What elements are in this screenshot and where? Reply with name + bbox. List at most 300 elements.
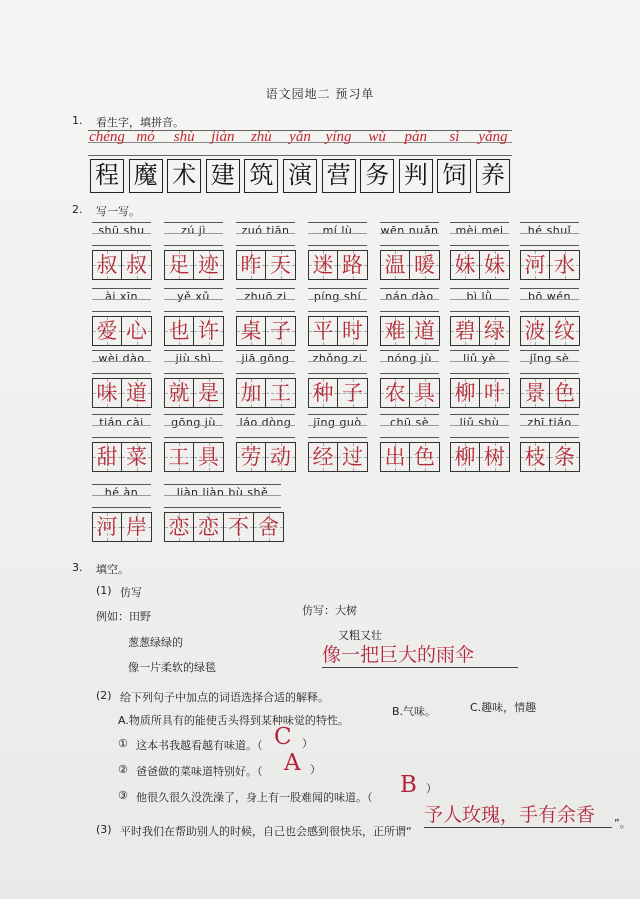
q2-writing-cells bbox=[308, 442, 368, 472]
q1-pinyin-2: mó bbox=[136, 129, 155, 145]
q2-pinyin-line bbox=[380, 414, 439, 438]
q2-word-16 bbox=[164, 350, 224, 408]
q2-writing-cell bbox=[480, 378, 510, 408]
q1-character-5: 筑 bbox=[244, 159, 278, 193]
q2-handwritten-char: 枝 bbox=[524, 445, 546, 469]
q2-writing-cell bbox=[450, 442, 480, 472]
q2-pinyin: jiā gōng bbox=[241, 352, 290, 365]
q2-pinyin: nóng jù bbox=[387, 352, 432, 365]
q2-pinyin: liàn liàn bù shě bbox=[176, 486, 269, 499]
q3-p1-label: (1) bbox=[96, 584, 112, 597]
q3-number: 3. bbox=[72, 561, 83, 574]
q2-number: 2. bbox=[72, 203, 83, 216]
q2-pinyin: mí lù bbox=[322, 224, 353, 237]
example-label: 例如：田野 bbox=[96, 610, 151, 623]
q2-handwritten-char: 经 bbox=[312, 445, 334, 469]
q2-handwritten-char: 碧 bbox=[454, 319, 476, 343]
q2-writing-cell bbox=[380, 250, 410, 280]
q2-writing-cell bbox=[92, 512, 122, 542]
item-1-text: 这本书我越看越有味道。（ bbox=[136, 739, 263, 752]
q2-writing-cell bbox=[380, 316, 410, 346]
q2-writing-cells bbox=[308, 250, 368, 280]
q1-character-11: 养 bbox=[476, 159, 510, 193]
q2-handwritten-char: 出 bbox=[384, 445, 406, 469]
q2-writing-cell bbox=[410, 442, 440, 472]
item-3-answer: B bbox=[400, 772, 417, 798]
q2-handwritten-char: 恋 bbox=[198, 515, 219, 539]
item-3-num: ③ bbox=[118, 789, 128, 802]
q2-pinyin-line bbox=[164, 484, 281, 508]
q2-pinyin-line bbox=[380, 350, 439, 374]
q2-writing-cells bbox=[92, 250, 152, 280]
q1-pinyin-1: chéng bbox=[89, 129, 125, 145]
q2-pinyin-line bbox=[92, 288, 151, 312]
q2-handwritten-char: 天 bbox=[270, 253, 291, 277]
option-c: C.趣味，情趣 bbox=[470, 701, 537, 714]
q2-pinyin: hé àn bbox=[104, 486, 139, 499]
q1-character-7: 营 bbox=[322, 159, 356, 193]
q2-handwritten-char: 菜 bbox=[126, 445, 147, 469]
q2-pinyin-line bbox=[520, 350, 579, 374]
q2-handwritten-char: 昨 bbox=[240, 253, 262, 277]
q2-writing-cell bbox=[164, 512, 194, 542]
q3-prompt: 填空。 bbox=[96, 563, 129, 576]
q1-pinyin-10: sì bbox=[449, 129, 460, 145]
q2-writing-cell bbox=[480, 250, 510, 280]
q2-writing-cells bbox=[308, 316, 368, 346]
q2-writing-cell bbox=[92, 442, 122, 472]
q2-writing-cells bbox=[380, 378, 440, 408]
q2-writing-cell bbox=[194, 250, 224, 280]
item-2-close: ） bbox=[310, 763, 321, 776]
q2-writing-cells bbox=[520, 250, 580, 280]
q2-writing-cell bbox=[480, 316, 510, 346]
q2-writing-cell bbox=[550, 378, 580, 408]
q2-word-20 bbox=[450, 350, 510, 408]
q3-p3-end: ”。 bbox=[614, 817, 631, 830]
q1-pinyin-7: yíng bbox=[325, 129, 352, 145]
q2-writing-cell bbox=[520, 442, 550, 472]
q2-handwritten-char: 平 bbox=[312, 319, 334, 343]
q2-handwritten-char: 难 bbox=[384, 319, 406, 343]
q2-handwritten-char: 农 bbox=[384, 381, 406, 405]
q2-word-28 bbox=[520, 414, 580, 472]
q2-writing-cell bbox=[308, 316, 338, 346]
q2-handwritten-char: 就 bbox=[168, 381, 190, 405]
q2-writing-cell bbox=[224, 512, 254, 542]
q2-writing-cell bbox=[550, 442, 580, 472]
q2-writing-cells bbox=[450, 316, 510, 346]
q2-pinyin-line bbox=[236, 288, 295, 312]
q2-pinyin-line bbox=[164, 222, 223, 246]
q2-word-12 bbox=[380, 288, 440, 346]
q2-pinyin: bō wén bbox=[528, 290, 571, 303]
q2-pinyin: jǐng sè bbox=[529, 352, 570, 365]
q2-handwritten-char: 时 bbox=[342, 319, 363, 343]
q2-writing-cell bbox=[254, 512, 284, 542]
q2-handwritten-char: 色 bbox=[414, 445, 435, 469]
q2-writing-cells bbox=[164, 378, 224, 408]
q1-pinyin-3: shù bbox=[173, 129, 195, 145]
q2-word-13 bbox=[450, 288, 510, 346]
q2-pinyin: gōng jù bbox=[171, 416, 216, 429]
option-b: B.气味。 bbox=[392, 705, 437, 718]
q2-writing-cell bbox=[410, 378, 440, 408]
q2-writing-cells bbox=[236, 250, 296, 280]
q2-writing-cells bbox=[380, 250, 440, 280]
q2-pinyin-line bbox=[164, 350, 223, 374]
q2-handwritten-char: 叔 bbox=[96, 253, 118, 277]
q2-writing-cell bbox=[338, 316, 368, 346]
q2-word-5 bbox=[380, 222, 440, 280]
q2-writing-cell bbox=[450, 316, 480, 346]
q2-writing-cell bbox=[338, 378, 368, 408]
q2-writing-cell bbox=[308, 442, 338, 472]
example-line-1: 葱葱绿绿的 bbox=[128, 636, 183, 649]
imitate-label: 仿写：大树 bbox=[302, 604, 357, 617]
q2-writing-cells bbox=[520, 442, 580, 472]
q2-word-14 bbox=[520, 288, 580, 346]
q2-writing-cell bbox=[338, 250, 368, 280]
q2-word-17 bbox=[236, 350, 296, 408]
q2-writing-cell bbox=[520, 250, 550, 280]
q2-pinyin: nán dào bbox=[385, 290, 434, 303]
q2-word-10 bbox=[236, 288, 296, 346]
q1-pinyin-9: pàn bbox=[404, 129, 428, 145]
q2-writing-cell bbox=[122, 316, 152, 346]
q2-word-25 bbox=[308, 414, 368, 472]
q3-p1-title: 仿写 bbox=[120, 586, 142, 599]
q2-pinyin-line bbox=[92, 414, 151, 438]
page-title: 语文园地二 预习单 bbox=[265, 87, 375, 101]
item-1-num: ① bbox=[118, 737, 128, 750]
q2-writing-cells bbox=[164, 512, 284, 542]
q1-pinyin-5: zhù bbox=[250, 129, 272, 145]
q2-handwritten-char: 具 bbox=[414, 381, 435, 405]
q1-character-10: 饲 bbox=[437, 159, 471, 193]
q2-handwritten-char: 路 bbox=[342, 253, 363, 277]
q2-word-11 bbox=[308, 288, 368, 346]
q2-handwritten-char: 过 bbox=[342, 445, 363, 469]
q2-pinyin: ài xīn bbox=[105, 290, 138, 303]
q2-word-30 bbox=[164, 484, 284, 542]
q1-number: 1. bbox=[72, 114, 83, 127]
q2-handwritten-char: 子 bbox=[342, 381, 363, 405]
q2-writing-cell bbox=[164, 378, 194, 408]
q1-character-1: 程 bbox=[90, 159, 124, 193]
q2-word-18 bbox=[308, 350, 368, 408]
q2-writing-cell bbox=[122, 512, 152, 542]
item-2-num: ② bbox=[118, 763, 128, 776]
q2-pinyin-line bbox=[380, 288, 439, 312]
q2-writing-cell bbox=[266, 250, 296, 280]
q2-pinyin-line bbox=[164, 414, 223, 438]
q2-writing-cells bbox=[236, 316, 296, 346]
item-1-close: ） bbox=[302, 737, 313, 750]
q2-handwritten-char: 足 bbox=[168, 253, 190, 277]
q2-writing-cell bbox=[194, 512, 224, 542]
q2-writing-cells bbox=[450, 250, 510, 280]
q2-writing-cell bbox=[520, 378, 550, 408]
q2-word-19 bbox=[380, 350, 440, 408]
q2-writing-cells bbox=[92, 512, 152, 542]
q2-pinyin-line bbox=[236, 222, 295, 246]
q2-writing-cells bbox=[164, 442, 224, 472]
q2-writing-cell bbox=[236, 316, 266, 346]
q2-handwritten-char: 不 bbox=[228, 515, 249, 539]
q2-handwritten-char: 恋 bbox=[168, 515, 190, 539]
q2-pinyin: zhuō zi bbox=[244, 290, 287, 303]
q2-word-4 bbox=[308, 222, 368, 280]
q2-pinyin: píng shí bbox=[313, 290, 362, 303]
q2-pinyin-line bbox=[450, 222, 509, 246]
q1-character-4: 建 bbox=[206, 159, 240, 193]
q2-pinyin-line bbox=[92, 350, 151, 374]
q2-writing-cells bbox=[92, 378, 152, 408]
q2-handwritten-char: 河 bbox=[524, 253, 546, 277]
example-line-2: 像一片柔软的绿毯 bbox=[128, 661, 216, 674]
q2-writing-cell bbox=[410, 250, 440, 280]
item-1-answer: C bbox=[274, 724, 292, 750]
q2-writing-cells bbox=[236, 378, 296, 408]
q2-writing-cell bbox=[450, 378, 480, 408]
q2-handwritten-char: 味 bbox=[96, 381, 118, 405]
q2-pinyin: tián cài bbox=[99, 416, 144, 429]
q2-pinyin-line bbox=[236, 350, 295, 374]
q1-pinyin-6: yǎn bbox=[289, 129, 311, 145]
q2-handwritten-char: 迷 bbox=[312, 253, 334, 277]
q2-handwritten-char: 具 bbox=[198, 445, 219, 469]
q2-writing-cell bbox=[338, 442, 368, 472]
q2-writing-cell bbox=[122, 378, 152, 408]
q2-handwritten-char: 道 bbox=[414, 319, 435, 343]
q2-writing-cell bbox=[450, 250, 480, 280]
q2-writing-cell bbox=[92, 250, 122, 280]
q2-writing-cells bbox=[520, 378, 580, 408]
q1-prompt: 看生字，填拼音。 bbox=[96, 116, 184, 129]
q2-handwritten-char: 劳 bbox=[240, 445, 262, 469]
item-2-answer: A bbox=[284, 750, 301, 776]
q2-writing-cells bbox=[308, 378, 368, 408]
q2-pinyin: zuó tiān bbox=[241, 224, 290, 237]
q2-handwritten-char: 道 bbox=[126, 381, 147, 405]
q2-pinyin: shū shu bbox=[98, 224, 145, 237]
q2-handwritten-char: 动 bbox=[270, 445, 291, 469]
q2-writing-cell bbox=[380, 378, 410, 408]
q2-handwritten-char: 岸 bbox=[126, 515, 147, 539]
q2-word-29 bbox=[92, 484, 152, 542]
q2-pinyin: hé shuǐ bbox=[527, 224, 572, 237]
q1-character-8: 务 bbox=[360, 159, 394, 193]
q2-pinyin: láo dòng bbox=[239, 416, 292, 429]
q2-handwritten-char: 色 bbox=[554, 381, 575, 405]
q2-pinyin: chū sè bbox=[390, 416, 429, 429]
q2-word-8 bbox=[92, 288, 152, 346]
q2-writing-cells bbox=[450, 442, 510, 472]
q2-pinyin-line bbox=[450, 414, 509, 438]
q2-writing-cell bbox=[520, 316, 550, 346]
q2-word-1 bbox=[92, 222, 152, 280]
q2-writing-cell bbox=[236, 378, 266, 408]
q2-prompt: 写一写。 bbox=[96, 205, 140, 218]
imitate-answer: 像一把巨大的雨伞 bbox=[322, 640, 518, 668]
q2-writing-cell bbox=[194, 378, 224, 408]
q2-word-26 bbox=[380, 414, 440, 472]
q2-handwritten-char: 柳 bbox=[454, 381, 476, 405]
q2-writing-cell bbox=[380, 442, 410, 472]
q2-writing-cell bbox=[122, 250, 152, 280]
q2-pinyin-line bbox=[164, 288, 223, 312]
q2-writing-cell bbox=[164, 442, 194, 472]
q2-handwritten-char: 加 bbox=[240, 381, 262, 405]
q2-pinyin: zú jì bbox=[181, 224, 206, 237]
q1-character-2: 魔 bbox=[129, 159, 163, 193]
q2-writing-cell bbox=[410, 316, 440, 346]
q2-pinyin: liǔ yè bbox=[463, 352, 496, 365]
q2-pinyin: yě xǔ bbox=[177, 290, 210, 303]
q2-handwritten-char: 工 bbox=[168, 445, 190, 469]
q2-handwritten-char: 爱 bbox=[96, 319, 118, 343]
q2-handwritten-char: 妹 bbox=[484, 253, 505, 277]
q2-pinyin-line bbox=[236, 414, 295, 438]
q2-pinyin-line bbox=[308, 414, 367, 438]
q2-word-27 bbox=[450, 414, 510, 472]
q2-word-6 bbox=[450, 222, 510, 280]
q2-word-2 bbox=[164, 222, 224, 280]
q2-writing-cell bbox=[236, 250, 266, 280]
q2-pinyin-line bbox=[92, 484, 151, 508]
option-a: A.物质所具有的能使舌头得到某种味觉的特性。 bbox=[118, 714, 349, 727]
q2-writing-cell bbox=[164, 250, 194, 280]
q2-handwritten-char: 条 bbox=[554, 445, 575, 469]
q3-p2-prompt: 给下列句子中加点的词语选择合适的解释。 bbox=[120, 691, 329, 704]
imitate-line-1: 又粗又壮 bbox=[338, 629, 382, 642]
q2-writing-cell bbox=[194, 442, 224, 472]
q1-character-9: 判 bbox=[399, 159, 433, 193]
q2-pinyin-line bbox=[520, 414, 579, 438]
q2-handwritten-char: 迹 bbox=[198, 253, 219, 277]
q2-handwritten-char: 舍 bbox=[258, 515, 279, 539]
q2-pinyin: wèi dào bbox=[98, 352, 145, 365]
q2-writing-cells bbox=[92, 316, 152, 346]
q1-pinyin-8: wù bbox=[368, 129, 386, 145]
q2-pinyin: jīng guò bbox=[313, 416, 362, 429]
q2-writing-cell bbox=[308, 378, 338, 408]
q2-word-7 bbox=[520, 222, 580, 280]
q2-word-3 bbox=[236, 222, 296, 280]
q2-handwritten-char: 绿 bbox=[484, 319, 505, 343]
q2-writing-cells bbox=[520, 316, 580, 346]
q2-writing-cells bbox=[380, 316, 440, 346]
q2-handwritten-char: 是 bbox=[198, 381, 219, 405]
q1-pinyin-4: jiàn bbox=[211, 129, 235, 145]
q2-writing-cell bbox=[550, 316, 580, 346]
item-2-text: 爸爸做的菜味道特别好。（ bbox=[136, 765, 263, 778]
q2-writing-cell bbox=[266, 316, 296, 346]
q2-handwritten-char: 纹 bbox=[554, 319, 575, 343]
q2-pinyin-line bbox=[520, 288, 579, 312]
q2-word-21 bbox=[520, 350, 580, 408]
q2-writing-cells bbox=[450, 378, 510, 408]
q2-handwritten-char: 种 bbox=[312, 381, 334, 405]
q2-writing-cell bbox=[122, 442, 152, 472]
q2-handwritten-char: 暖 bbox=[414, 253, 435, 277]
q2-writing-cell bbox=[266, 442, 296, 472]
q3-p3-label: (3) bbox=[96, 823, 112, 836]
q2-handwritten-char: 许 bbox=[198, 319, 219, 343]
q2-word-23 bbox=[164, 414, 224, 472]
item-3-close: ） bbox=[426, 782, 437, 795]
q2-writing-cell bbox=[92, 316, 122, 346]
q2-handwritten-char: 水 bbox=[554, 253, 575, 277]
q2-writing-cell bbox=[164, 316, 194, 346]
q2-pinyin-line bbox=[450, 350, 509, 374]
q2-word-22 bbox=[92, 414, 152, 472]
q2-handwritten-char: 叔 bbox=[126, 253, 147, 277]
q2-writing-cells bbox=[164, 316, 224, 346]
q2-word-9 bbox=[164, 288, 224, 346]
q2-writing-cell bbox=[194, 316, 224, 346]
q2-writing-cells bbox=[92, 442, 152, 472]
q2-pinyin: zhī tiáo bbox=[527, 416, 572, 429]
q2-pinyin-line bbox=[92, 222, 151, 246]
q2-writing-cell bbox=[92, 378, 122, 408]
q3-p2-label: (2) bbox=[96, 689, 112, 702]
q2-pinyin: liǔ shù bbox=[459, 416, 500, 429]
q2-handwritten-char: 温 bbox=[384, 253, 406, 277]
q2-writing-cell bbox=[550, 250, 580, 280]
q2-pinyin: zhǒng zi bbox=[312, 352, 363, 365]
q2-writing-cells bbox=[164, 250, 224, 280]
q2-pinyin: jiù shì bbox=[175, 352, 212, 365]
q2-pinyin: wēn nuǎn bbox=[380, 224, 439, 237]
q2-handwritten-char: 子 bbox=[270, 319, 291, 343]
q2-handwritten-char: 心 bbox=[126, 319, 147, 343]
q1-character-6: 演 bbox=[283, 159, 317, 193]
q2-handwritten-char: 波 bbox=[524, 319, 546, 343]
item-3-text: 他很久很久没洗澡了，身上有一股难闻的味道。（ bbox=[136, 791, 373, 804]
q1-character-3: 术 bbox=[167, 159, 201, 193]
q2-pinyin-line bbox=[308, 222, 367, 246]
q2-handwritten-char: 甜 bbox=[96, 445, 118, 469]
q2-pinyin-line bbox=[520, 222, 579, 246]
q2-pinyin-line bbox=[308, 288, 367, 312]
q2-handwritten-char: 叶 bbox=[484, 381, 505, 405]
q2-pinyin-line bbox=[308, 350, 367, 374]
q2-pinyin: bì lǜ bbox=[466, 290, 493, 303]
q2-handwritten-char: 桌 bbox=[240, 319, 262, 343]
q2-writing-cell bbox=[266, 378, 296, 408]
q3-p3-text: 平时我们在帮助别人的时候，自己也会感到很快乐，正所谓“ bbox=[120, 825, 412, 838]
q3-p3-answer: 予人玫瑰，手有余香 bbox=[424, 800, 612, 828]
q2-handwritten-char: 树 bbox=[484, 445, 505, 469]
q2-handwritten-char: 也 bbox=[168, 319, 190, 343]
q2-handwritten-char: 景 bbox=[524, 381, 546, 405]
q2-writing-cells bbox=[236, 442, 296, 472]
q1-pinyin-11: yǎng bbox=[478, 129, 508, 145]
q2-handwritten-char: 河 bbox=[96, 515, 118, 539]
q2-writing-cells bbox=[380, 442, 440, 472]
q2-handwritten-char: 工 bbox=[270, 381, 291, 405]
q2-writing-cell bbox=[480, 442, 510, 472]
q2-pinyin: mèi mei bbox=[455, 224, 504, 237]
q2-pinyin-line bbox=[450, 288, 509, 312]
q2-writing-cell bbox=[236, 442, 266, 472]
q2-writing-cell bbox=[308, 250, 338, 280]
q2-handwritten-char: 妹 bbox=[454, 253, 476, 277]
q2-pinyin-line bbox=[380, 222, 439, 246]
q2-word-15 bbox=[92, 350, 152, 408]
